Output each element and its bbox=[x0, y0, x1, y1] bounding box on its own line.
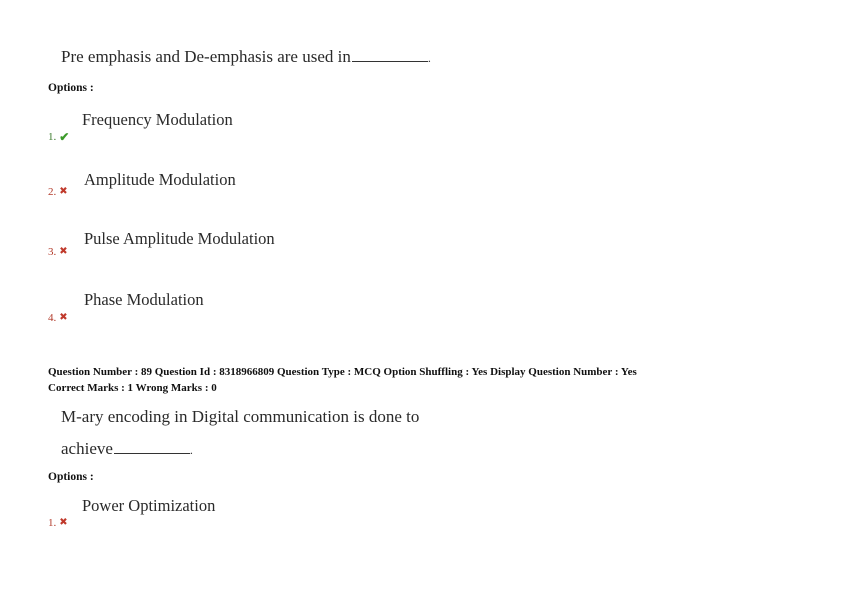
q2-option-1-number bbox=[48, 517, 68, 529]
q2-option-1-text: Power Optimization bbox=[82, 496, 216, 515]
option-number-label: 1. bbox=[48, 517, 57, 529]
question-2-text-line2 bbox=[61, 439, 193, 459]
cross-icon: ✖ bbox=[59, 186, 68, 197]
question-1-stem: Pre emphasis and De-emphasis are used in bbox=[61, 47, 351, 66]
option-number-label: 2. bbox=[48, 186, 57, 198]
option-1-number bbox=[48, 131, 69, 143]
option-number-label: 3. bbox=[48, 246, 57, 258]
option-4-number bbox=[48, 312, 68, 324]
question-1-suffix: . bbox=[427, 51, 431, 65]
answer-blank bbox=[114, 452, 190, 454]
option-3-text: Pulse Amplitude Modulation bbox=[84, 229, 275, 248]
option-number-label: 4. bbox=[48, 312, 57, 324]
options-label: Options : bbox=[48, 471, 94, 483]
cross-icon: ✖ bbox=[59, 246, 68, 257]
options-label: Options : bbox=[48, 82, 94, 94]
answer-blank bbox=[352, 60, 428, 62]
option-3-number bbox=[48, 246, 68, 258]
option-1-text: Frequency Modulation bbox=[82, 110, 233, 129]
check-icon: ✔ bbox=[59, 130, 70, 144]
question-2-suffix: . bbox=[189, 443, 193, 457]
cross-icon: ✖ bbox=[59, 517, 68, 528]
marks-meta: Correct Marks : 1 Wrong Marks : 0 bbox=[48, 382, 217, 394]
option-2-text: Amplitude Modulation bbox=[84, 170, 236, 189]
question-2-stem-end: achieve bbox=[61, 439, 113, 458]
option-2-number bbox=[48, 186, 68, 198]
question-1-text bbox=[61, 47, 431, 67]
option-number-label: 1. bbox=[48, 131, 57, 143]
option-4-text: Phase Modulation bbox=[84, 290, 204, 309]
question-meta: Question Number : 89 Question Id : 8318966809 Question Type : MCQ Option Shuffling : Yes Display Question Number : Yes bbox=[48, 366, 637, 378]
cross-icon: ✖ bbox=[59, 312, 68, 323]
question-2-text-line1: M-ary encoding in Digital communication is done to bbox=[61, 407, 420, 426]
